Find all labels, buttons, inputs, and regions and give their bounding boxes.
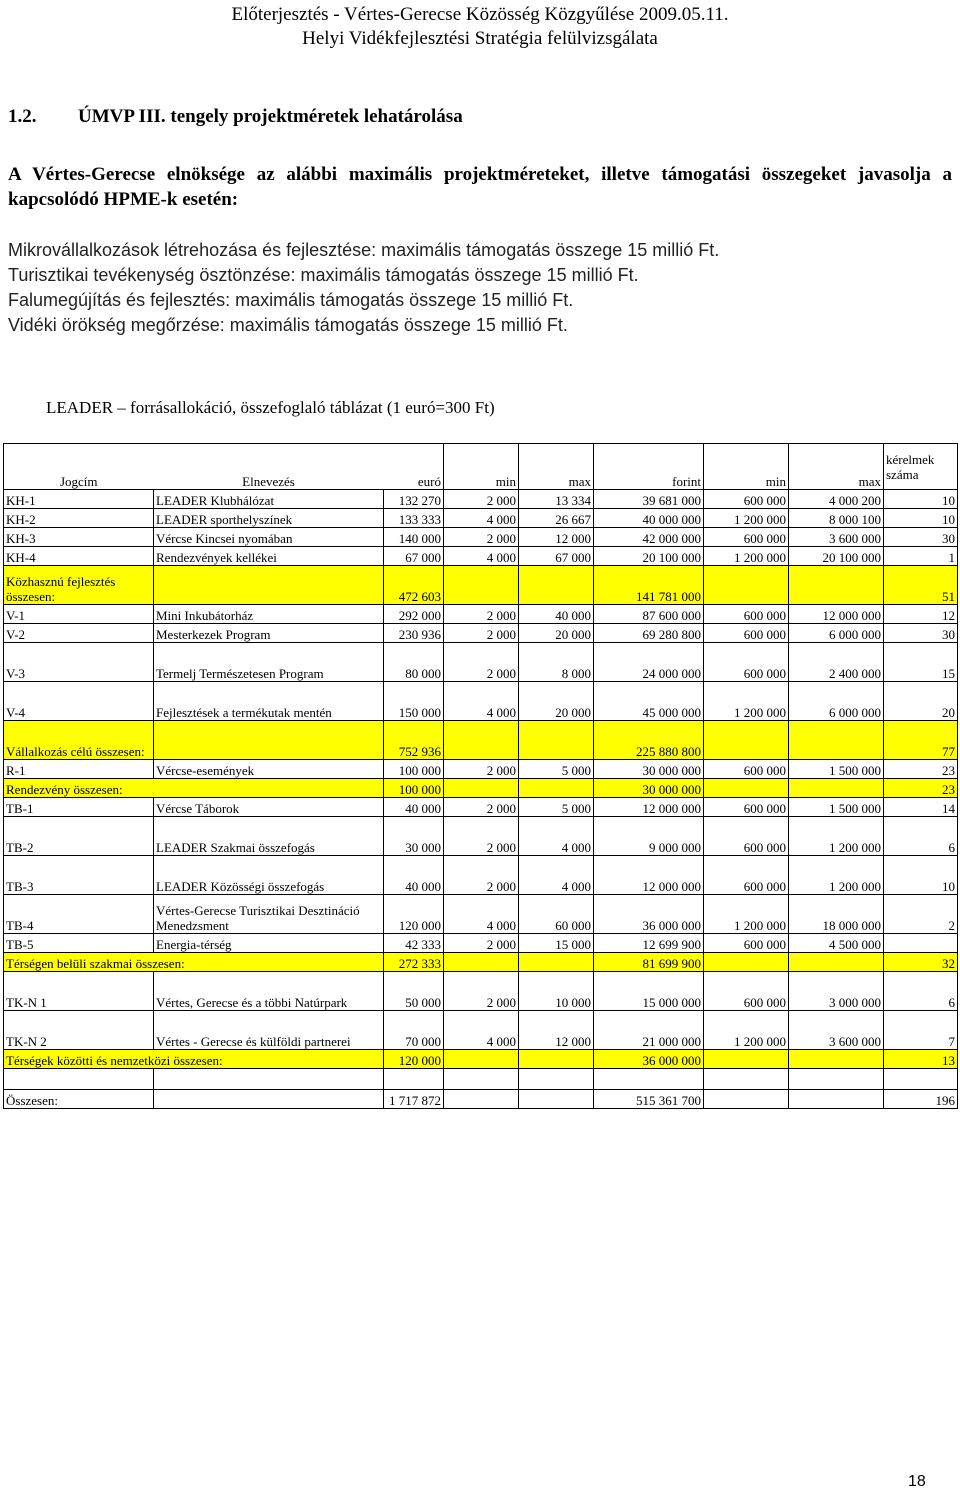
cell-elnevezes: Rendezvények kellékei <box>154 547 384 566</box>
empty-cell <box>704 566 789 605</box>
section-title: ÚMVP III. tengely projektméretek lehatárolása <box>78 106 463 127</box>
cell-min-euro: 4 000 <box>444 509 519 528</box>
empty-cell <box>519 1050 594 1069</box>
cell-jogcim: KH-2 <box>4 509 154 528</box>
cell-jogcim: R-1 <box>4 760 154 779</box>
cell-max-forint: 2 400 000 <box>789 643 884 682</box>
cell-kerelmek: 10 <box>884 509 958 528</box>
subtotal-kerelmek: 51 <box>884 566 958 605</box>
subtotal-forint: 81 699 900 <box>594 953 704 972</box>
table-row <box>4 856 958 895</box>
cell-euro: 230 936 <box>384 624 444 643</box>
subtotal-row <box>4 953 958 972</box>
cell-elnevezes: LEADER Szakmai összefogás <box>154 817 384 856</box>
empty-cell <box>4 1069 154 1090</box>
subtotal-kerelmek: 77 <box>884 721 958 760</box>
measure-item: Vidéki örökség megőrzése: maximális támogatás összege 15 millió Ft. <box>8 315 568 335</box>
cell-euro: 133 333 <box>384 509 444 528</box>
cell-kerelmek: 15 <box>884 643 958 682</box>
cell-jogcim: V-2 <box>4 624 154 643</box>
empty-cell <box>444 566 519 605</box>
subtotal-euro: 752 936 <box>384 721 444 760</box>
cell-min-forint: 600 000 <box>704 798 789 817</box>
empty-cell <box>789 1090 884 1109</box>
table-header-row <box>4 444 958 490</box>
empty-cell <box>704 721 789 760</box>
header-max-euro: max <box>519 444 594 490</box>
empty-cell <box>704 953 789 972</box>
cell-kerelmek: 30 <box>884 528 958 547</box>
cell-elnevezes: LEADER Klubhálózat <box>154 490 384 509</box>
cell-min-euro: 2 000 <box>444 624 519 643</box>
cell-euro: 30 000 <box>384 817 444 856</box>
grand-total-label: Összesen: <box>4 1090 154 1109</box>
cell-max-forint: 4 000 200 <box>789 490 884 509</box>
empty-cell <box>444 1090 519 1109</box>
empty-cell <box>704 1090 789 1109</box>
cell-min-forint: 1 200 000 <box>704 547 789 566</box>
empty-cell <box>519 953 594 972</box>
cell-euro: 40 000 <box>384 856 444 895</box>
cell-max-forint: 1 200 000 <box>789 856 884 895</box>
cell-elnevezes: Fejlesztések a termékutak mentén <box>154 682 384 721</box>
cell-min-forint: 600 000 <box>704 624 789 643</box>
cell-max-euro: 40 000 <box>519 605 594 624</box>
cell-max-forint: 12 000 000 <box>789 605 884 624</box>
cell-elnevezes: Vértes-Gerecse Turisztikai Desztináció Menedzsment <box>154 895 384 934</box>
cell-kerelmek: 12 <box>884 605 958 624</box>
cell-max-forint: 8 000 100 <box>789 509 884 528</box>
cell-max-euro: 26 667 <box>519 509 594 528</box>
cell-max-forint: 3 600 000 <box>789 528 884 547</box>
cell-kerelmek: 10 <box>884 856 958 895</box>
cell-forint: 30 000 000 <box>594 760 704 779</box>
empty-cell <box>594 1069 704 1090</box>
cell-forint: 12 699 900 <box>594 934 704 953</box>
measure-item: Falumegújítás és fejlesztés: maximális támogatás összege 15 millió Ft. <box>8 290 574 310</box>
empty-cell <box>154 1090 384 1109</box>
cell-euro: 132 270 <box>384 490 444 509</box>
empty-cell <box>444 953 519 972</box>
cell-forint: 36 000 000 <box>594 895 704 934</box>
cell-jogcim: KH-3 <box>4 528 154 547</box>
empty-cell <box>884 1069 958 1090</box>
cell-elnevezes: Vértes - Gerecse és külföldi partnerei <box>154 1011 384 1050</box>
empty-cell <box>789 1069 884 1090</box>
empty-cell <box>154 1069 384 1090</box>
cell-kerelmek <box>884 934 958 953</box>
cell-kerelmek: 1 <box>884 547 958 566</box>
cell-max-forint: 18 000 000 <box>789 895 884 934</box>
cell-jogcim: TB-2 <box>4 817 154 856</box>
cell-max-euro: 4 000 <box>519 817 594 856</box>
document-header <box>0 4 960 26</box>
cell-max-forint: 4 500 000 <box>789 934 884 953</box>
table-row <box>4 643 958 682</box>
table-row <box>4 760 958 779</box>
table-row <box>4 547 958 566</box>
cell-max-euro: 5 000 <box>519 760 594 779</box>
section-number: 1.2. <box>8 106 37 127</box>
cell-euro: 292 000 <box>384 605 444 624</box>
cell-jogcim: KH-4 <box>4 547 154 566</box>
cell-forint: 9 000 000 <box>594 817 704 856</box>
cell-kerelmek: 7 <box>884 1011 958 1050</box>
table-row <box>4 798 958 817</box>
cell-max-euro: 4 000 <box>519 856 594 895</box>
empty-cell <box>789 779 884 798</box>
empty-cell <box>704 1069 789 1090</box>
cell-min-forint: 1 200 000 <box>704 1011 789 1050</box>
measure-item: Mikrovállalkozások létrehozása és fejlesztése: maximális támogatás összege 15 millió Ft. <box>8 240 720 260</box>
table-row <box>4 490 958 509</box>
table-spacer-row <box>4 1069 958 1090</box>
header-min-euro: min <box>444 444 519 490</box>
subtotal-forint: 141 781 000 <box>594 566 704 605</box>
table-title: LEADER – forrásallokáció, összefoglaló táblázat (1 euró=300 Ft) <box>46 398 495 417</box>
header-min-forint: min <box>704 444 789 490</box>
cell-max-euro: 5 000 <box>519 798 594 817</box>
table-row <box>4 934 958 953</box>
page-number: 18 <box>908 1473 926 1490</box>
subtotal-forint: 30 000 000 <box>594 779 704 798</box>
cell-elnevezes: Vércse Táborok <box>154 798 384 817</box>
empty-cell <box>519 566 594 605</box>
cell-forint: 42 000 000 <box>594 528 704 547</box>
cell-kerelmek: 14 <box>884 798 958 817</box>
cell-jogcim: TK-N 1 <box>4 972 154 1011</box>
cell-elnevezes: LEADER sporthelyszínek <box>154 509 384 528</box>
table-row <box>4 817 958 856</box>
cell-max-forint: 3 000 000 <box>789 972 884 1011</box>
measure-item: Turisztikai tevékenység ösztönzése: maximális támogatás összege 15 millió Ft. <box>8 265 639 285</box>
cell-min-euro: 4 000 <box>444 1011 519 1050</box>
cell-elnevezes: Termelj Természetesen Program <box>154 643 384 682</box>
cell-kerelmek: 6 <box>884 817 958 856</box>
cell-min-forint: 600 000 <box>704 528 789 547</box>
cell-min-euro: 2 000 <box>444 490 519 509</box>
empty-cell <box>519 1069 594 1090</box>
subtotal-row <box>4 1050 958 1069</box>
cell-min-forint: 600 000 <box>704 856 789 895</box>
grand-total-row <box>4 1090 958 1109</box>
cell-elnevezes: Mesterkezek Program <box>154 624 384 643</box>
table-row <box>4 1011 958 1050</box>
cell-min-forint: 600 000 <box>704 817 789 856</box>
subtotal-euro: 272 333 <box>384 953 444 972</box>
cell-min-euro: 2 000 <box>444 856 519 895</box>
subtotal-forint: 36 000 000 <box>594 1050 704 1069</box>
empty-cell <box>704 1050 789 1069</box>
cell-forint: 12 000 000 <box>594 798 704 817</box>
cell-min-forint: 600 000 <box>704 934 789 953</box>
subtotal-euro: 100 000 <box>384 779 444 798</box>
cell-min-euro: 2 000 <box>444 972 519 1011</box>
table-row <box>4 972 958 1011</box>
cell-kerelmek: 6 <box>884 972 958 1011</box>
table-row <box>4 624 958 643</box>
subtotal-row <box>4 779 958 798</box>
cell-jogcim: V-1 <box>4 605 154 624</box>
subtotal-kerelmek: 32 <box>884 953 958 972</box>
table-row <box>4 509 958 528</box>
header-jogcim: Jogcím <box>4 444 154 490</box>
cell-max-forint: 6 000 000 <box>789 682 884 721</box>
empty-cell <box>789 566 884 605</box>
cell-forint: 39 681 000 <box>594 490 704 509</box>
cell-max-euro: 8 000 <box>519 643 594 682</box>
cell-jogcim: KH-1 <box>4 490 154 509</box>
cell-min-euro: 2 000 <box>444 798 519 817</box>
empty-cell <box>154 721 384 760</box>
empty-cell <box>444 1069 519 1090</box>
cell-kerelmek: 10 <box>884 490 958 509</box>
cell-elnevezes: Mini Inkubátorház <box>154 605 384 624</box>
document-subheader <box>0 28 960 50</box>
cell-min-forint: 600 000 <box>704 972 789 1011</box>
subtotal-kerelmek: 13 <box>884 1050 958 1069</box>
measure-list <box>8 238 719 338</box>
cell-forint: 40 000 000 <box>594 509 704 528</box>
empty-cell <box>384 1069 444 1090</box>
cell-max-euro: 12 000 <box>519 1011 594 1050</box>
cell-jogcim: TK-N 2 <box>4 1011 154 1050</box>
grand-total-forint: 515 361 700 <box>594 1090 704 1109</box>
table-row <box>4 605 958 624</box>
cell-jogcim: TB-5 <box>4 934 154 953</box>
subtotal-label: Térségek közötti és nemzetközi összesen: <box>4 1050 384 1069</box>
cell-max-euro: 10 000 <box>519 972 594 1011</box>
empty-cell <box>519 1090 594 1109</box>
cell-kerelmek: 23 <box>884 760 958 779</box>
cell-min-euro: 4 000 <box>444 895 519 934</box>
cell-max-euro: 67 000 <box>519 547 594 566</box>
cell-max-euro: 60 000 <box>519 895 594 934</box>
cell-max-euro: 15 000 <box>519 934 594 953</box>
header-line-1: Előterjesztés - Vértes-Gerecse Közösség Közgyűlése 2009.05.11. <box>231 4 729 25</box>
cell-forint: 15 000 000 <box>594 972 704 1011</box>
cell-min-forint: 1 200 000 <box>704 682 789 721</box>
cell-elnevezes: Vércse-események <box>154 760 384 779</box>
table-row <box>4 895 958 934</box>
cell-min-euro: 4 000 <box>444 682 519 721</box>
cell-min-forint: 600 000 <box>704 605 789 624</box>
cell-kerelmek: 30 <box>884 624 958 643</box>
empty-cell <box>444 1050 519 1069</box>
section-heading <box>8 106 463 128</box>
cell-forint: 12 000 000 <box>594 856 704 895</box>
subtotal-euro: 472 603 <box>384 566 444 605</box>
header-forint: forint <box>594 444 704 490</box>
header-line-2: Helyi Vidékfejlesztési Stratégia felülvizsgálata <box>302 28 658 49</box>
empty-cell <box>519 779 594 798</box>
subtotal-kerelmek: 23 <box>884 779 958 798</box>
cell-elnevezes: Energia-térség <box>154 934 384 953</box>
cell-forint: 24 000 000 <box>594 643 704 682</box>
cell-max-euro: 12 000 <box>519 528 594 547</box>
cell-jogcim: V-3 <box>4 643 154 682</box>
cell-euro: 40 000 <box>384 798 444 817</box>
cell-max-euro: 20 000 <box>519 682 594 721</box>
empty-cell <box>519 721 594 760</box>
cell-euro: 140 000 <box>384 528 444 547</box>
subtotal-forint: 225 880 800 <box>594 721 704 760</box>
cell-jogcim: V-4 <box>4 682 154 721</box>
empty-cell <box>704 779 789 798</box>
subtotal-row <box>4 566 958 605</box>
cell-max-forint: 1 500 000 <box>789 798 884 817</box>
cell-euro: 150 000 <box>384 682 444 721</box>
cell-max-forint: 20 100 000 <box>789 547 884 566</box>
cell-forint: 45 000 000 <box>594 682 704 721</box>
table-row <box>4 682 958 721</box>
cell-kerelmek: 20 <box>884 682 958 721</box>
cell-min-forint: 1 200 000 <box>704 509 789 528</box>
cell-max-forint: 6 000 000 <box>789 624 884 643</box>
subtotal-row <box>4 721 958 760</box>
intro-paragraph: A Vértes-Gerecse elnöksége az alábbi maximális projektméreteket, illetve támogatási összegeket javasolja a kapcsolódó HPME-k esetén: <box>8 164 952 210</box>
subtotal-euro: 120 000 <box>384 1050 444 1069</box>
empty-cell <box>154 566 384 605</box>
allocation-table <box>3 443 958 1109</box>
cell-euro: 120 000 <box>384 895 444 934</box>
cell-max-forint: 3 600 000 <box>789 1011 884 1050</box>
cell-min-euro: 2 000 <box>444 528 519 547</box>
cell-min-forint: 1 200 000 <box>704 895 789 934</box>
cell-min-euro: 2 000 <box>444 934 519 953</box>
header-kerelmek: kérelmek száma <box>884 444 958 490</box>
cell-elnevezes: Vértes, Gerecse és a többi Natúrpark <box>154 972 384 1011</box>
cell-euro: 100 000 <box>384 760 444 779</box>
cell-euro: 70 000 <box>384 1011 444 1050</box>
empty-cell <box>444 721 519 760</box>
empty-cell <box>444 779 519 798</box>
header-elnevezes: Elnevezés <box>154 444 384 490</box>
cell-jogcim: TB-1 <box>4 798 154 817</box>
subtotal-label: Vállalkozás célú összesen: <box>4 721 154 760</box>
empty-cell <box>789 721 884 760</box>
cell-forint: 21 000 000 <box>594 1011 704 1050</box>
cell-euro: 67 000 <box>384 547 444 566</box>
cell-min-forint: 600 000 <box>704 490 789 509</box>
cell-min-euro: 2 000 <box>444 817 519 856</box>
header-euro: euró <box>384 444 444 490</box>
header-max-forint: max <box>789 444 884 490</box>
cell-min-forint: 600 000 <box>704 643 789 682</box>
cell-euro: 80 000 <box>384 643 444 682</box>
cell-min-euro: 2 000 <box>444 643 519 682</box>
cell-min-forint: 600 000 <box>704 760 789 779</box>
subtotal-label: Térségen belüli szakmai összesen: <box>4 953 384 972</box>
grand-total-kerelmek: 196 <box>884 1090 958 1109</box>
subtotal-label: Közhasznú fejlesztés összesen: <box>4 566 154 605</box>
cell-euro: 50 000 <box>384 972 444 1011</box>
cell-euro: 42 333 <box>384 934 444 953</box>
cell-max-euro: 13 334 <box>519 490 594 509</box>
cell-min-euro: 4 000 <box>444 547 519 566</box>
cell-kerelmek: 2 <box>884 895 958 934</box>
cell-min-euro: 2 000 <box>444 760 519 779</box>
subtotal-label: Rendezvény összesen: <box>4 779 384 798</box>
cell-forint: 87 600 000 <box>594 605 704 624</box>
cell-min-euro: 2 000 <box>444 605 519 624</box>
cell-max-forint: 1 200 000 <box>789 817 884 856</box>
empty-cell <box>789 953 884 972</box>
table-row <box>4 528 958 547</box>
cell-elnevezes: LEADER Közösségi összefogás <box>154 856 384 895</box>
cell-forint: 69 280 800 <box>594 624 704 643</box>
cell-jogcim: TB-3 <box>4 856 154 895</box>
cell-forint: 20 100 000 <box>594 547 704 566</box>
cell-max-forint: 1 500 000 <box>789 760 884 779</box>
cell-jogcim: TB-4 <box>4 895 154 934</box>
cell-elnevezes: Vércse Kincsei nyomában <box>154 528 384 547</box>
cell-max-euro: 20 000 <box>519 624 594 643</box>
grand-total-euro: 1 717 872 <box>384 1090 444 1109</box>
empty-cell <box>789 1050 884 1069</box>
